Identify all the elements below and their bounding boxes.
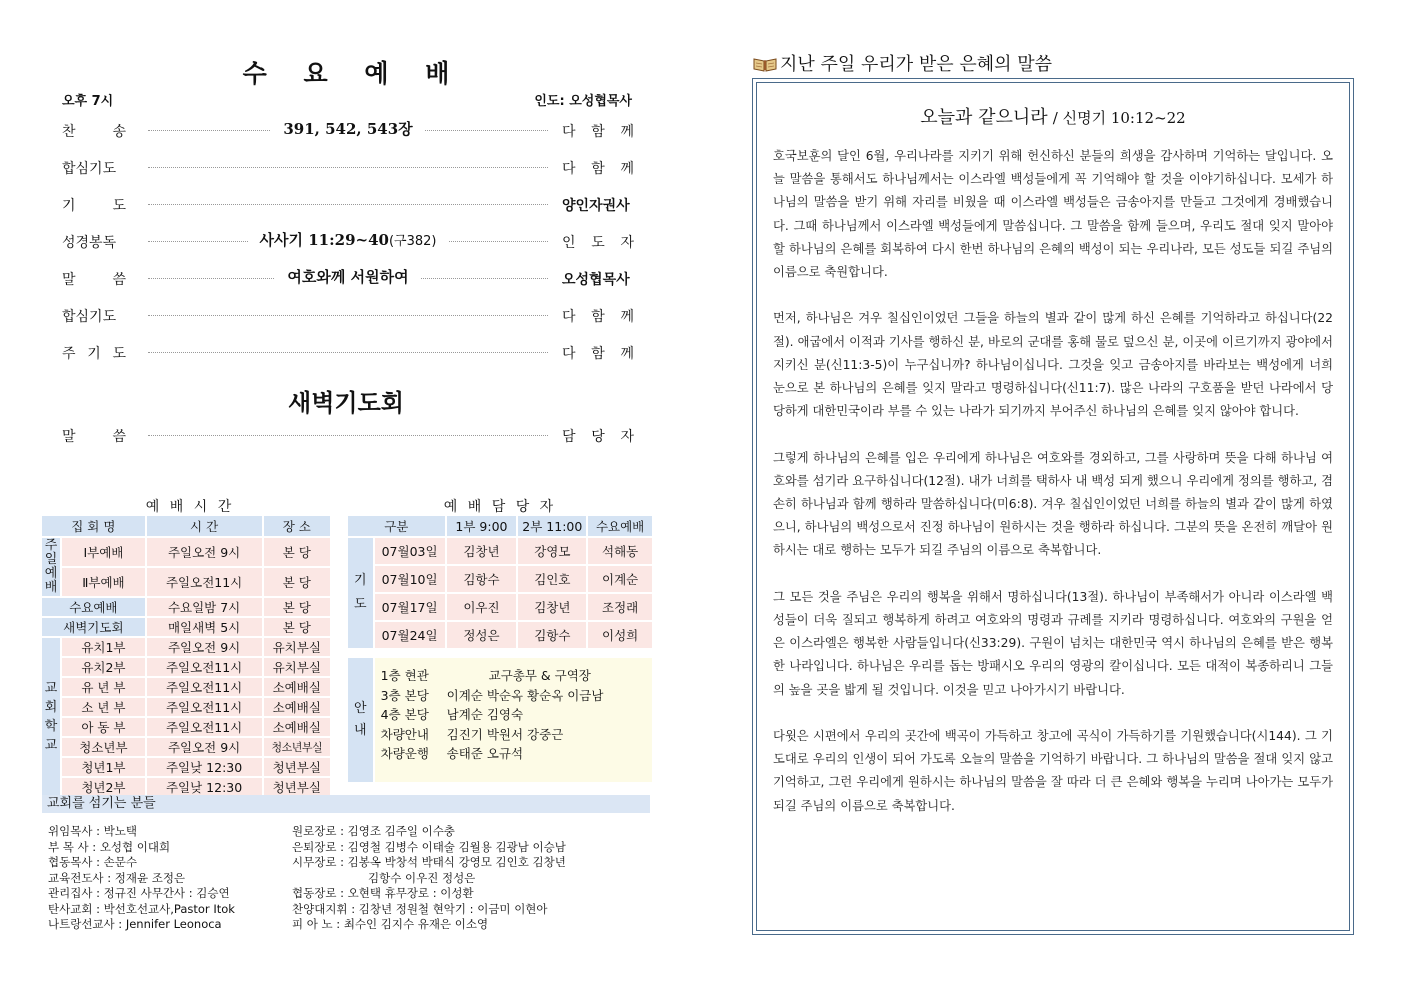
dotted-leader — [148, 204, 548, 205]
staff-list-left — [48, 824, 235, 933]
schedule-place: 청년부실 — [264, 758, 330, 776]
staff-line: 위임목사 : 박노택 — [48, 824, 137, 838]
guide-entry: 차량운행 송태준 오규석 — [380, 746, 524, 761]
servants-title: 교회를 섬기는 분들 — [42, 795, 650, 813]
worship-leader: 인도: 오성협목사 — [534, 94, 632, 109]
schedule-name: 청년2부 — [62, 778, 145, 796]
staff-line: 원로장로 : 김영조 김주일 이수충 — [292, 824, 455, 838]
duty-header: 수요예배 — [588, 516, 652, 536]
sermon-title-text: 오늘과 같으니라 — [920, 107, 1048, 128]
schedule-time: 주일낮 12:30 — [147, 778, 262, 796]
order-content: 사사기 11:29~40(구382) — [148, 229, 548, 250]
schedule-time: 수요일밤 7시 — [147, 598, 262, 616]
order-person: 인 도 자 — [562, 235, 634, 251]
order-label: 주 기 도 — [62, 346, 126, 362]
schedule-caption: 예 배 시 간 — [145, 499, 235, 515]
schedule-name: 아 동 부 — [62, 718, 145, 736]
worship-order-row — [62, 118, 634, 142]
schedule-name: 새벽기도회 — [42, 618, 145, 636]
schedule-time: 주일오전11시 — [147, 658, 262, 676]
schedule-time: 주일낮 12:30 — [147, 758, 262, 776]
prayer-cell: 석해동 — [588, 538, 652, 564]
guide-entry: 3층 본당 이계순 박순옥 황순옥 이금남 — [380, 687, 604, 703]
schedule-name: 수요예배 — [42, 598, 145, 616]
guide-entry: 차량안내 김진기 박원서 강중근 — [380, 726, 564, 742]
schedule-place: 소예배실 — [264, 718, 330, 736]
schedule-header-name: 집 회 명 — [42, 516, 145, 536]
schedule-place: 소예배실 — [264, 678, 330, 696]
prayer-cell: 김창년 — [518, 594, 586, 620]
schedule-name: 유 년 부 — [62, 678, 145, 696]
worship-time: 오후 7시 — [62, 94, 114, 109]
sermon-paragraph: 먼저, 하나님은 겨우 칠십인이었던 그들을 하늘의 별과 같이 많게 하신 은혜를 기억하라고 하십니다(22절). 애굽에서 이적과 기사를 행하신 분, 바로의 군대를 홍해 물로 덮으신 분, 이곳에 이르기까지 광야에서 지키신 분(신11:3-5)이 누구십니까? 하나님이십니다. 그것을 잊고 금송아지를 바라보는 백성에게 너희 눈으로 본 하나님의 은혜를 잊지 말라고 명령하십니다(신11:7). 많은 나라의 구호품을 받던 나라에서 당당하게 대한민국이라 부를 수 있는 나라가 되기까지 부어주신 하나님의 은혜를 잊지 않아야 합니다. — [773, 311, 1333, 419]
order-content: 391, 542, 543장 — [148, 118, 548, 139]
prayer-cell: 07월24일 — [375, 622, 445, 648]
order-content: 여호와께 서원하여 — [148, 266, 548, 287]
dotted-leader — [148, 352, 548, 353]
schedule-header-time: 시 간 — [147, 516, 262, 536]
sermon-paragraph: 그렇게 하나님의 은혜를 입은 우리에게 하나님은 여호와를 경외하고, 그를 사랑하며 뜻을 다해 하나님 여호와를 섬기라 요구하십니다(12절). 내가 너희를 택하사 내 백성 되게 했으니 우리에게 정의를 행하고, 겸손히 하나님과 함께 행하라 말씀하십니다(미6:8). 겨우 칠십인이었던 너희를 하늘의 별과 같이 많게 하였으니, 하나님의 백성으로서 진정 하나님이 원하시는 것을 행하라 하십니다. 그분의 뜻을 온전히 깨달아 원하시는 대로 행하는 모두가 되길 주님의 이름으로 축복합니다. — [773, 450, 1333, 558]
schedule-time: 주일오전11시 — [147, 718, 262, 736]
schedule-place: 청년부실 — [264, 778, 330, 796]
duty-header: 2부 11:00 — [518, 516, 586, 536]
staff-line: 피 아 노 : 최수인 김지수 유재은 이소영 — [292, 917, 489, 931]
order-label: 합심기도 — [62, 161, 117, 177]
staff-line: 관리집사 : 정규진 사무간사 : 김승연 — [48, 886, 230, 900]
staff-line: 협동장로 : 오현택 휴무장로 : 이성환 — [292, 886, 474, 900]
schedule-name: 청년1부 — [62, 758, 145, 776]
prayer-cell: 정성은 — [447, 622, 517, 648]
prayer-cell: 07월03일 — [375, 538, 445, 564]
staff-line: 시무장로 : 김봉옥 박창석 박태식 강영모 김인호 김창년 — [292, 855, 566, 869]
sermon-paragraph: 그 모든 것을 주님은 우리의 행복을 위해서 명하십니다(13절). 하나님이 부족해서가 아니라 이스라엘 백성들이 더욱 질되고 행복하게 하려고 여호와의 명령과 규례를 지키라 명령하십니다. 여호와의 구원을 얻은 이스라엘은 행복한 사람들입니다(신33:29). 구원이 넘치는 대한민국 역시 하나님의 은혜를 받은 행복한 나라입니다. 하나님은 우리를 돕는 방패시오 우리의 영광의 칼이십니다. 모든 대적이 복종하리니 그들의 높을 곳을 밟게 될 것입니다. 이것을 믿고 나아가시기 바랍니다. — [773, 589, 1333, 697]
open-book-icon — [753, 56, 777, 72]
schedule-name: Ⅱ부예배 — [62, 568, 145, 596]
prayer-cell: 김항수 — [447, 566, 517, 592]
guide-list — [375, 658, 652, 782]
prayer-cell: 김창년 — [447, 538, 517, 564]
schedule-place: 본 당 — [264, 538, 330, 566]
order-person: 다 함 께 — [562, 346, 634, 362]
duty-caption: 예 배 담 당 자 — [443, 499, 557, 515]
schedule-header-place: 장 소 — [264, 516, 330, 536]
schedule-time: 주일오전11시 — [147, 698, 262, 716]
prayer-cell: 김인호 — [518, 566, 586, 592]
order-person: 담 당 자 — [562, 429, 634, 445]
prayer-cell: 김항수 — [518, 622, 586, 648]
sermon-heading — [753, 50, 1052, 76]
schedule-name: Ⅰ부예배 — [62, 538, 145, 566]
sermon-heading-text: 지난 주일 우리가 받은 은혜의 말씀 — [780, 54, 1053, 75]
worship-order-row — [62, 303, 634, 327]
prayer-cell: 이성희 — [588, 622, 652, 648]
prayer-cell: 조정래 — [588, 594, 652, 620]
worship-order-row — [62, 266, 634, 290]
prayer-cell: 07월10일 — [375, 566, 445, 592]
duty-header: 구분 — [348, 516, 445, 536]
staff-line: 협동목사 : 손문수 — [48, 855, 137, 869]
schedule-place: 본 당 — [264, 568, 330, 596]
dotted-leader — [148, 315, 548, 316]
staff-line: 나트랑선교사 : Jennifer Leonoca — [48, 917, 222, 931]
schedule-place: 소예배실 — [264, 698, 330, 716]
dawn-prayer-title: 새벽기도회 — [288, 388, 404, 417]
worship-order-row — [62, 192, 634, 216]
duty-header: 1부 9:00 — [447, 516, 517, 536]
schedule-place: 유치부실 — [264, 638, 330, 656]
order-person: 다 함 께 — [562, 124, 634, 140]
order-person: 오성협목사 — [562, 272, 630, 288]
worship-order-row — [62, 340, 634, 364]
schedule-place: 본 당 — [264, 598, 330, 616]
order-person: 양인자권사 — [562, 198, 630, 214]
staff-line: 김항수 이우진 정성은 — [368, 870, 476, 885]
prayer-cell: 강영모 — [518, 538, 586, 564]
order-label: 말 씀 — [62, 429, 126, 445]
order-label: 찬 송 — [62, 124, 126, 140]
sermon-body — [773, 145, 1333, 841]
sermon-paragraph: 호국보훈의 달인 6월, 우리나라를 지키기 위해 헌신하신 분들의 희생을 감사하며 기억하는 달입니다. 오늘 말씀을 통해서도 하나님께서는 이스라엘 백성들에게 꼭 기억해야 할 것을 이야기하십니다. 모세가 하나님의 말씀을 받기 위해 자리를 비웠을 때 이스라엘 백성들은 금송아지를 만들고 그것에게 경배했습니다. 그때 하나님께서 이스라엘 백성들에게 말씀십니다. 그 말씀을 함께 들으며, 우리도 절대 잊지 말아야 할 하나님의 은혜를 회복하여 다시 한번 하나님의 은혜의 백성이 되는 우리나라, 모든 성도들 되길 주님의 이름으로 축원합니다. — [773, 149, 1333, 280]
staff-line: 탄사교회 : 박선호선교사,Pastor Itok — [48, 901, 235, 916]
sermon-reference: / 신명기 10:12~22 — [1052, 109, 1186, 127]
sunday-group-label: 주 일 예 배 — [42, 538, 60, 596]
sermon-paragraph: 다윗은 시편에서 우리의 곳간에 백곡이 가득하고 창고에 곡식이 가득하기를 기원했습니다(시144). 그 기도대로 우리의 인생이 되어 가도록 오늘의 말씀을 기억하기 바랍니다. 그 하나님의 말씀을 절대 잊지 않고 기억하고, 그런 우리에게 원하시는 하나님의 말씀을 잘 따라 더 큰 은혜와 행복을 누리며 나아가는 모두가 되길 주님의 이름으로 축복합니다. — [773, 729, 1333, 813]
dotted-leader — [148, 167, 548, 168]
schedule-name: 청소년부 — [62, 738, 145, 756]
prayer-cell: 07월17일 — [375, 594, 445, 620]
schedule-name: 소 년 부 — [62, 698, 145, 716]
dawn-order-row — [62, 423, 634, 447]
staff-line: 찬양대지휘 : 김창년 정원철 현악기 : 이금미 이현아 — [292, 901, 548, 916]
left-page — [40, 0, 652, 992]
guide-group-label: 안 내 — [348, 658, 373, 782]
order-label: 합심기도 — [62, 309, 117, 325]
dotted-leader — [148, 435, 548, 436]
order-person: 다 함 께 — [562, 309, 634, 325]
schedule-time: 주일오전 9시 — [147, 738, 262, 756]
prayer-cell: 이우진 — [447, 594, 517, 620]
guide-entry: 4층 본당 남계순 김영숙 — [380, 707, 524, 722]
worship-order-row — [62, 229, 634, 253]
schedule-name: 유치2부 — [62, 658, 145, 676]
schedule-place: 청소년부실 — [264, 738, 330, 756]
schedule-place: 유치부실 — [264, 658, 330, 676]
schedule-table — [40, 514, 332, 798]
staff-line: 부 목 사 : 오성협 이대희 — [48, 839, 171, 854]
wednesday-worship-title: 수 요 예 배 — [242, 59, 464, 88]
order-person: 다 함 께 — [562, 161, 634, 177]
schedule-time: 주일오전 9시 — [147, 538, 262, 566]
sermon-title — [752, 103, 1354, 129]
guide-entry: 1층 현관 교구총무 & 구역장 — [380, 668, 591, 683]
duty-table — [346, 514, 654, 784]
staff-line: 교육전도사 : 정재윤 조정은 — [48, 870, 186, 885]
order-label: 성경봉독 — [62, 235, 117, 251]
prayer-cell: 이계순 — [588, 566, 652, 592]
staff-list-right — [292, 824, 566, 933]
schedule-name: 유치1부 — [62, 638, 145, 656]
order-label: 기 도 — [62, 198, 126, 214]
staff-line: 은퇴장로 : 김영철 김병수 이태술 김월용 김광남 이승남 — [292, 839, 566, 854]
schedule-place: 본 당 — [264, 618, 330, 636]
order-label: 말 씀 — [62, 272, 126, 288]
schedule-time: 주일오전 9시 — [147, 638, 262, 656]
school-group-label: 교 회 학 교 — [42, 638, 60, 796]
schedule-time: 주일오전11시 — [147, 568, 262, 596]
prayer-group-label: 기 도 — [348, 538, 373, 648]
schedule-time: 주일오전11시 — [147, 678, 262, 696]
worship-order-row — [62, 155, 634, 179]
schedule-time: 매일새벽 5시 — [147, 618, 262, 636]
